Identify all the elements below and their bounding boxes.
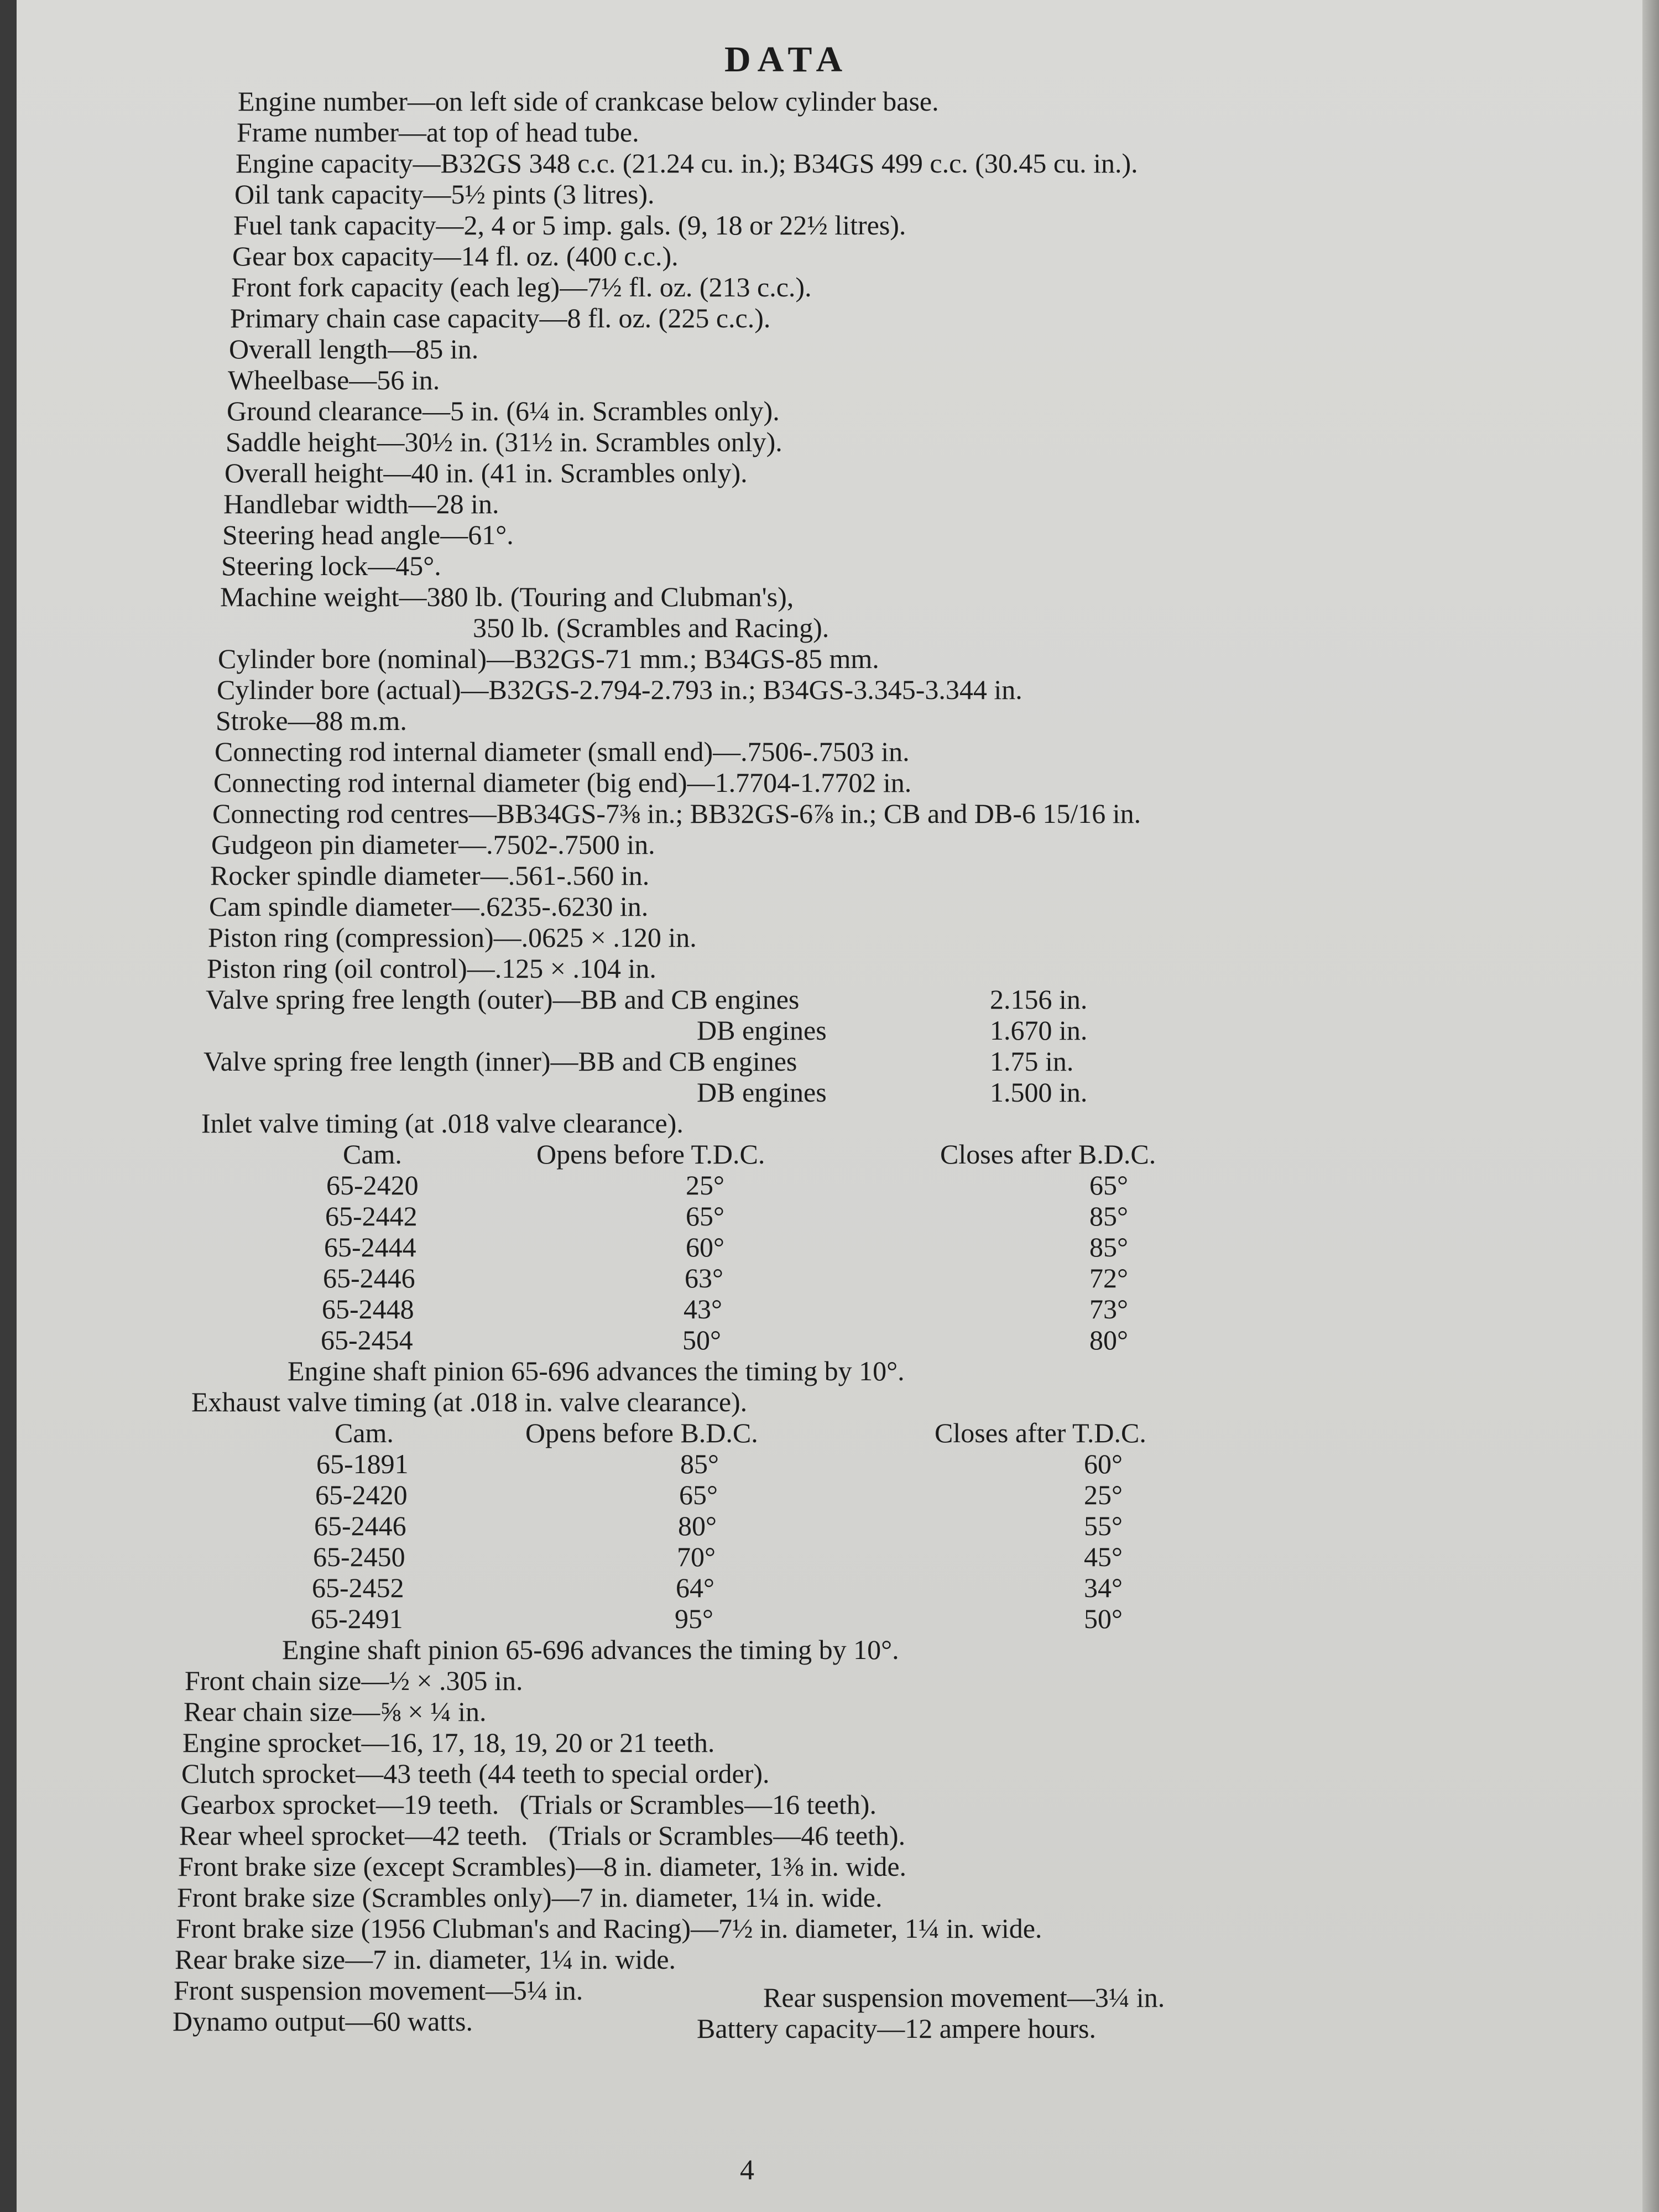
inlet-note: Engine shaft pinion 65-696 advances the timing by 10°. <box>288 1355 905 1386</box>
front-suspension-movement: Front suspension movement—5¼ in. <box>174 1975 583 2006</box>
exhaust-closes: 34° <box>1084 1572 1123 1603</box>
spec-line: Connecting rod internal diameter (small end)—.7506-.7503 in. <box>215 736 910 767</box>
inlet-closes: 85° <box>1089 1232 1128 1262</box>
exhaust-closes: 55° <box>1084 1510 1123 1541</box>
inlet-cam: 65-2448 <box>322 1293 414 1324</box>
exhaust-note: Engine shaft pinion 65-696 advances the timing by 10°. <box>282 1634 899 1665</box>
book-edge-right <box>1642 0 1659 2212</box>
spec-line: Rear chain size—⅝ × ¼ in. <box>184 1696 487 1727</box>
inlet-cam: 65-2446 <box>323 1262 415 1293</box>
page-number: 4 <box>740 2154 754 2186</box>
spec-line: Front fork capacity (each leg)—7½ fl. oz. (213 c.c.). <box>231 272 812 302</box>
inlet-opens: 60° <box>686 1232 724 1262</box>
spec-line: Overall length—85 in. <box>229 333 479 364</box>
spec-line: Piston ring (compression)—.0625 × .120 in. <box>208 922 697 953</box>
exhaust-closes: 60° <box>1084 1448 1123 1479</box>
rear-suspension-movement: Rear suspension movement—3¼ in. <box>763 1982 1165 2013</box>
document-page <box>138 33 1548 2186</box>
spec-line: Front brake size (except Scrambles)—8 in. diameter, 1⅜ in. wide. <box>178 1851 907 1882</box>
exhaust-cam: 65-2491 <box>311 1603 403 1634</box>
spec-line: Engine sprocket—16, 17, 18, 19, 20 or 21 teeth. <box>182 1727 715 1758</box>
spec-line: Front brake size (1956 Clubman's and Racing)—7½ in. diameter, 1¼ in. wide. <box>176 1913 1042 1944</box>
spec-line: Frame number—at top of head tube. <box>237 117 639 148</box>
valve-spring-inner-bbcb-value: 1.75 in. <box>990 1046 1074 1077</box>
exhaust-opens: 64° <box>676 1572 714 1603</box>
inlet-closes: 80° <box>1089 1324 1128 1355</box>
valve-spring-outer-db-label: DB engines <box>697 1015 827 1046</box>
inlet-cam: 65-2420 <box>326 1170 419 1201</box>
inlet-closes: 65° <box>1089 1170 1128 1201</box>
inlet-timing-heading: Inlet valve timing (at .018 valve clearance). <box>201 1108 684 1139</box>
valve-spring-inner-label: Valve spring free length (inner)—BB and CB engines <box>204 1046 797 1077</box>
inlet-opens: 65° <box>686 1201 724 1232</box>
exhaust-closes: 45° <box>1084 1541 1123 1572</box>
exhaust-col-cam: Cam. <box>335 1417 394 1448</box>
exhaust-col-opens: Opens before B.D.C. <box>525 1417 758 1448</box>
spec-line: Front chain size—½ × .305 in. <box>185 1665 523 1696</box>
exhaust-closes: 25° <box>1084 1479 1123 1510</box>
spec-line: Cam spindle diameter—.6235-.6230 in. <box>209 891 649 922</box>
exhaust-col-closes: Closes after T.D.C. <box>935 1417 1146 1448</box>
inlet-col-opens: Opens before T.D.C. <box>536 1139 765 1170</box>
spec-line: Piston ring (oil control)—.125 × .104 in. <box>207 953 656 984</box>
spec-line: Connecting rod internal diameter (big end)—1.7704-1.7702 in. <box>213 767 912 798</box>
inlet-opens: 63° <box>685 1262 723 1293</box>
spec-line: Ground clearance—5 in. (6¼ in. Scrambles only). <box>227 395 780 426</box>
inlet-col-cam: Cam. <box>343 1139 402 1170</box>
spec-line: Overall height—40 in. (41 in. Scrambles only). <box>225 457 748 488</box>
spec-line: Cylinder bore (nominal)—B32GS-71 mm.; B34GS-85 mm. <box>218 643 879 674</box>
valve-spring-outer-label: Valve spring free length (outer)—BB and CB engines <box>206 984 800 1015</box>
exhaust-opens: 85° <box>680 1448 719 1479</box>
inlet-cam: 65-2444 <box>324 1232 416 1262</box>
spec-line: Gudgeon pin diameter—.7502-.7500 in. <box>211 829 655 860</box>
spec-line: Fuel tank capacity—2, 4 or 5 imp. gals. (9, 18 or 22½ litres). <box>233 210 906 241</box>
book-edge-left <box>0 0 17 2212</box>
exhaust-opens: 80° <box>678 1510 717 1541</box>
spec-line: Wheelbase—56 in. <box>228 364 440 395</box>
spec-line: Steering lock—45°. <box>221 550 441 581</box>
inlet-cam: 65-2442 <box>325 1201 418 1232</box>
valve-spring-inner-db-value: 1.500 in. <box>990 1077 1088 1108</box>
spec-line: Machine weight—380 lb. (Touring and Clubman's), <box>220 581 794 612</box>
battery-capacity: Battery capacity—12 ampere hours. <box>697 2013 1096 2044</box>
spec-line: 350 lb. (Scrambles and Racing). <box>473 612 830 643</box>
valve-spring-inner-db-label: DB engines <box>697 1077 827 1108</box>
inlet-closes: 85° <box>1089 1201 1128 1232</box>
spec-line: Clutch sprocket—43 teeth (44 teeth to special order). <box>181 1758 770 1789</box>
dynamo-output: Dynamo output—60 watts. <box>173 2006 473 2037</box>
spec-line: Oil tank capacity—5½ pints (3 litres). <box>234 179 655 210</box>
spec-line: Engine number—on left side of crankcase below cylinder base. <box>238 86 939 117</box>
spec-line: Gearbox sprocket—19 teeth. (Trials or Scrambles—16 teeth). <box>180 1789 877 1820</box>
spec-line: Stroke—88 m.m. <box>216 705 407 736</box>
valve-spring-outer-bbcb-value: 2.156 in. <box>990 984 1088 1015</box>
spec-line: Rear brake size—7 in. diameter, 1¼ in. wide. <box>175 1944 676 1975</box>
exhaust-cam: 65-2452 <box>312 1572 404 1603</box>
spec-line: Saddle height—30½ in. (31½ in. Scrambles only). <box>226 426 782 457</box>
exhaust-cam: 65-2446 <box>314 1510 406 1541</box>
valve-spring-outer-db-value: 1.670 in. <box>990 1015 1088 1046</box>
spec-line: Rear wheel sprocket—42 teeth. (Trials or Scrambles—46 teeth). <box>179 1820 906 1851</box>
exhaust-cam: 65-2420 <box>315 1479 408 1510</box>
spec-line: Cylinder bore (actual)—B32GS-2.794-2.793 in.; B34GS-3.345-3.344 in. <box>217 674 1022 705</box>
exhaust-timing-heading: Exhaust valve timing (at .018 in. valve clearance). <box>191 1386 748 1417</box>
inlet-opens: 50° <box>682 1324 721 1355</box>
spec-line: Connecting rod centres—BB34GS-7⅜ in.; BB32GS-6⅞ in.; CB and DB-6 15/16 in. <box>212 798 1141 829</box>
spec-line: Rocker spindle diameter—.561-.560 in. <box>210 860 650 891</box>
inlet-closes: 72° <box>1089 1262 1128 1293</box>
exhaust-cam: 65-2450 <box>313 1541 405 1572</box>
inlet-col-closes: Closes after B.D.C. <box>940 1139 1156 1170</box>
exhaust-opens: 95° <box>675 1603 713 1634</box>
spec-line: Engine capacity—B32GS 348 c.c. (21.24 cu. in.); B34GS 499 c.c. (30.45 cu. in.). <box>236 148 1138 179</box>
spec-line: Steering head angle—61°. <box>222 519 514 550</box>
spec-line: Primary chain case capacity—8 fl. oz. (225 c.c.). <box>230 302 771 333</box>
spec-line: Front brake size (Scrambles only)—7 in. diameter, 1¼ in. wide. <box>177 1882 883 1913</box>
exhaust-cam: 65-1891 <box>316 1448 409 1479</box>
spec-line: Handlebar width—28 in. <box>223 488 499 519</box>
exhaust-opens: 65° <box>679 1479 718 1510</box>
inlet-opens: 25° <box>686 1170 724 1201</box>
inlet-closes: 73° <box>1089 1293 1128 1324</box>
page-title: DATA <box>724 39 849 80</box>
exhaust-opens: 70° <box>677 1541 716 1572</box>
inlet-cam: 65-2454 <box>321 1324 413 1355</box>
inlet-opens: 43° <box>684 1293 722 1324</box>
exhaust-closes: 50° <box>1084 1603 1123 1634</box>
spec-line: Gear box capacity—14 fl. oz. (400 c.c.). <box>232 241 679 272</box>
